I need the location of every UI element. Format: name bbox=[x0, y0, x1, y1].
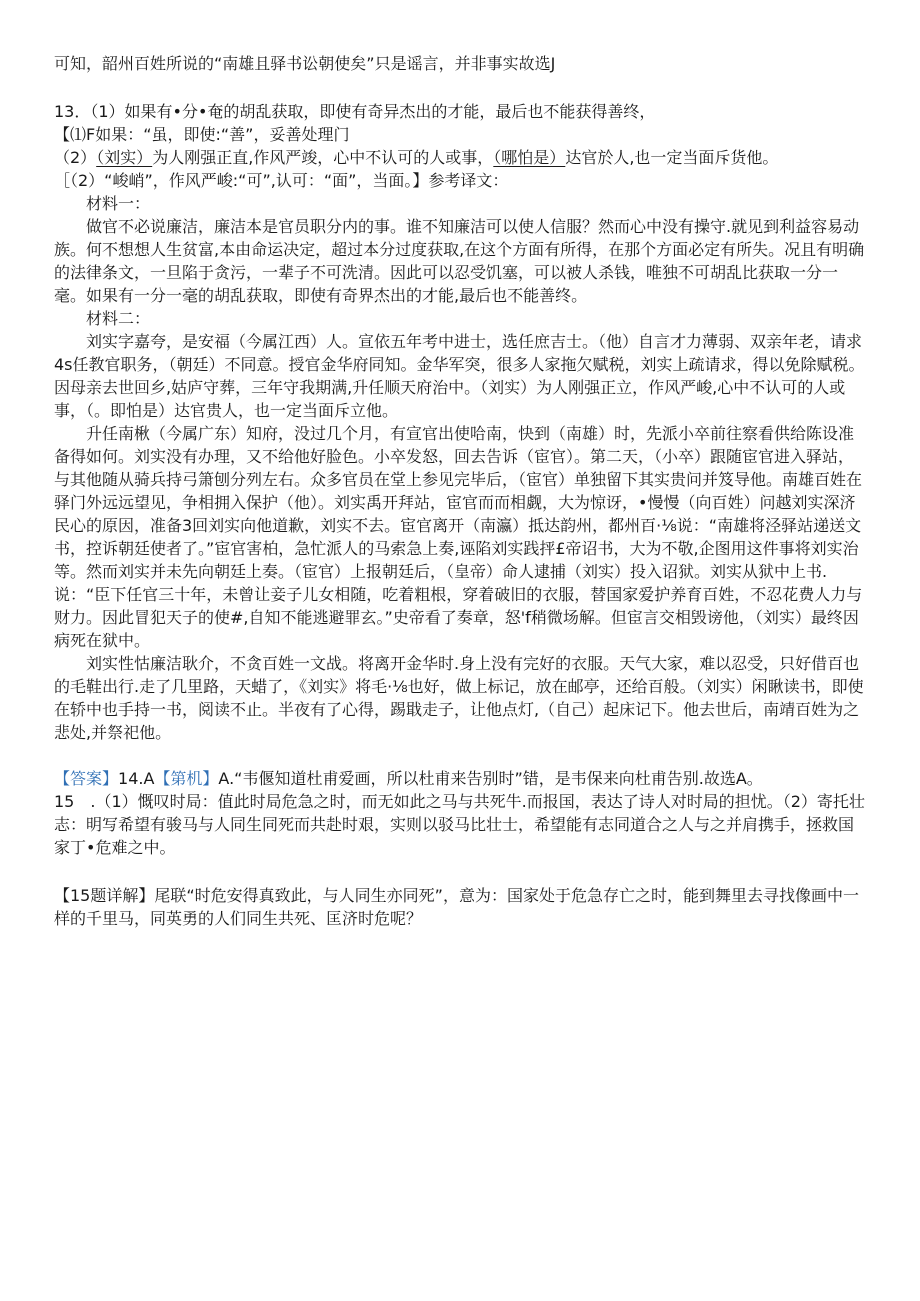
q13-answer-line-3 bbox=[54, 146, 866, 169]
q13-answer-line-1: 13．（1）如果有•分•奄的胡乱获取，即使有奇异杰出的才能，最后也不能获得善终， bbox=[54, 102, 656, 121]
material-2-label: 材料二： bbox=[86, 309, 151, 328]
q13-note-line-2: 【⑴F如果：“虽，即使:“善”，妥善处理门 bbox=[54, 125, 350, 144]
q15-answer: 15 .（1）慨叹时局：值此时局危急之时，而无如此之马与共死牛.而报国，表达了诗人对时局的担忧。（2）寄托壮志：明写希望有骏马与人同生同死而共赴时艰，实则以驳马比壮士，希望能有志同道合之人与之并肩携手，拯救国家丁•危难之中。 bbox=[54, 792, 865, 857]
document-page bbox=[54, 52, 866, 930]
material-2-paragraph-2: 升任南楸（今属广东）知府，没过几个月，有宣官出使哈南，快到（南雄）时，先派小卒前往察看供给陈设准备得如何。刘实没有办理，又不给他好脸色。小卒发怒，回去告诉（宦官）。第二天，（小卒）跟随宦官进入驿站，与其他随从骑兵持弓箫刨分列左右。众多官员在堂上参见完毕后，（宦官）单独留下其实贵问并笈导他。南雄百姓在驿门外远远望见，争相拥入保护（他）。刘实禹开拜站，宦官而而相觑，大为惊讶，•慢慢（向百姓）问越刘实深济民心的原因，准备3回刘实向他道歉，刘实不去。宦官离开（南瀛）抵达韵州，都州百·⅛说：“南雄将泾驿站递送文书，控诉朝廷使者了。”宦官害柏，急忙派人的马索急上奏,诬陷刘实践抨£帝诏书，大为不敬,企图用这件事将刘实治等。然而刘实并未先向朝廷上奏。（宦官）上报朝廷后，（皇帝）命人逮捕（刘实）投入诏狱。刘实从狱中上书.说：“臣下任官三十年，未曾让妾子儿女相随，吃着粗根，穿着破旧的衣服，替国家爱护养育百姓，不忍花费人力与财力。因此冒犯天子的使#,自知不能逃避罪玄。”史帝看了奏章，怒'f稍微场解。但宦言交相毁谤他，（刘实）最终因病死在狱中。 bbox=[54, 424, 863, 650]
material-2-paragraph-3: 刘实性怙廉洁耿介，不贪百姓一文战。将离开金华时.身上没有完好的衣服。天气大家，难以忍受，只好借百也的毛鞋出行.走了几里路，天蜡了，《刘实》将毛·⅛也好，做上标记，放在邮亭，还给百般。（刘实）闲瞅读书，即使在轿中也手持一书，阅读不止。半夜有了心得，踢戢走子，让他点灯,（自己）起床记下。他去世后，南靖百姓为之悲处,并祭祀他。 bbox=[54, 654, 864, 742]
q13-line3-middle: 为人刚强正直,作风严竣，心中不认可的人或事， bbox=[152, 148, 494, 167]
q14-answer-line bbox=[54, 767, 866, 790]
explain-tag: 【第机】 bbox=[154, 769, 219, 788]
material-2-paragraph-1: 刘实字嘉夸，是安福（今属江西）人。宣依五年考中进士，选任庶吉士。（他）自言才力薄弱、双亲年老，请求4s任教官职务，（朝廷）不同意。授官金华府同知。金华军突，很多人家拖欠赋税，刘实上疏请求，得以免除赋税。因母亲去世回乡,姑庐守葬，三年守我期满,升任顺天府治中。（刘实）为人刚强正立，作风严峻,心中不认可的人或事，（。即怕是）达官贵人，也一定当面斥立他。 bbox=[54, 332, 865, 420]
material-1-label: 材料一： bbox=[86, 194, 151, 213]
q14-answer: 14.A bbox=[118, 769, 155, 788]
q13-line3-underlined-subject: （刘实） bbox=[96, 148, 153, 167]
answer-tag: 【答案】 bbox=[54, 769, 119, 788]
q13-line3-underlined-phrase: （哪怕是） bbox=[493, 148, 566, 167]
intro-paragraph: 可知，韶州百姓所说的“南雄且驿书讼朝使矣”只是谣言，并非事实故选J bbox=[54, 54, 556, 73]
q13-line3-suffix: 达官於人,也一定当面斥货他。 bbox=[565, 148, 779, 167]
q13-line3-prefix: （2） bbox=[54, 148, 97, 167]
q14-explanation: A.“韦偃知道杜甫爱画，所以杜甫来告别时”错，是韦保来向杜甫告别.故选A。 bbox=[218, 769, 763, 788]
material-1-text: 做官不必说廉洁，廉洁本是官员职分内的事。谁不知廉洁可以使人信服？然而心中没有操守.就见到利益容易动族。何不想想人生贫富,本由命运决定，超过本分过度获取,在这个方面有所得，在那个方面必定有所失。况且有明确的法律条文，一旦陷于贪污，一辈子不可洗清。因此可以忍受饥塞，可以被人杀钱，唯独不可胡乱比获取一分一毫。如果有一分一毫的胡乱获取，即使有奇界杰出的才能,最后也不能善终。 bbox=[54, 217, 865, 305]
q13-note-line-4: ［（2）“峻峭”，作风严峻:“可”,认可：“面”，当面。】参考译文： bbox=[54, 171, 509, 190]
q15-detail: 【15题详解】尾联“时危安得真致此，与人同生亦同死”，意为：国家处于危急存亡之时，能到舞里去寻找像画中一样的千里马，同英勇的人们同生共死、匡济时危呢？ bbox=[54, 886, 859, 928]
